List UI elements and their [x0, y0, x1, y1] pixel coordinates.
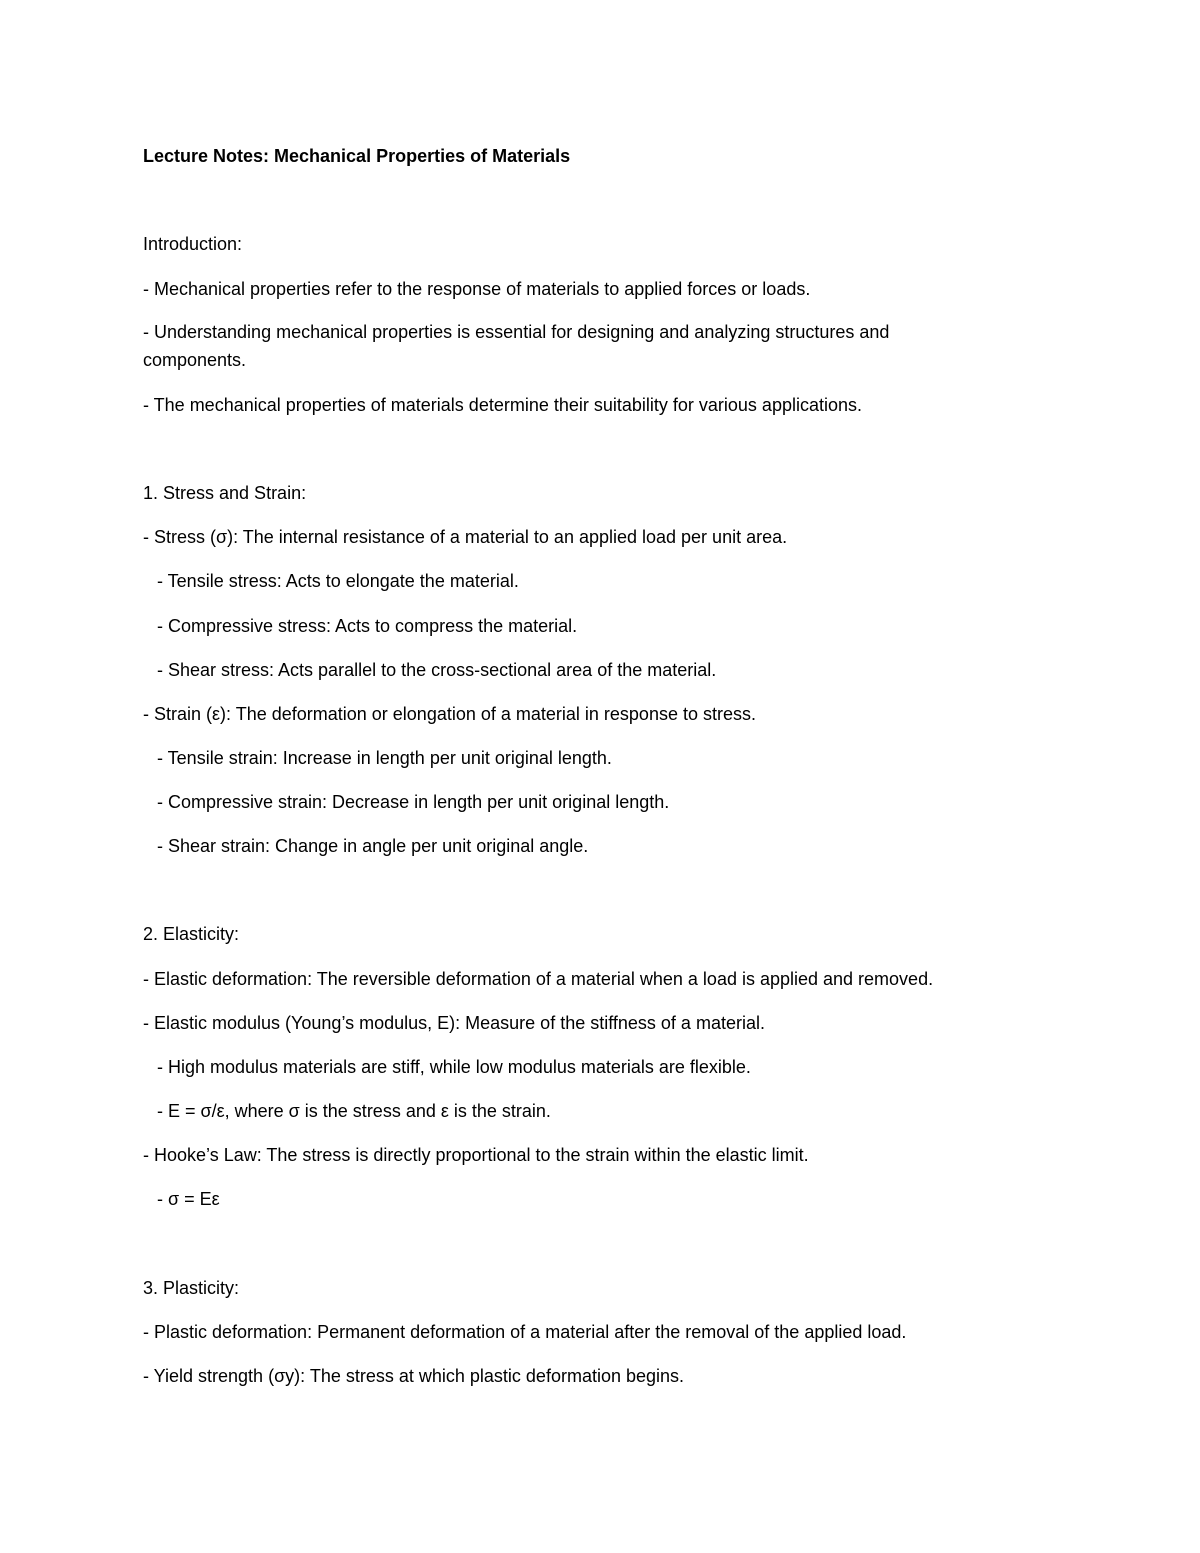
section-3-heading: 3. Plasticity: [143, 1278, 240, 1298]
intro-heading: Introduction: [143, 234, 243, 254]
elastic-modulus: - Elastic modulus (Young’s modulus, E): Measure of the stiffness of a material. [143, 1013, 765, 1033]
tensile-stress: - Tensile stress: Acts to elongate the material. [157, 571, 519, 591]
modulus-formula: - E = σ/ε, where σ is the stress and ε is the strain. [157, 1101, 551, 1121]
section-2-heading: 2. Elasticity: [143, 924, 240, 944]
section-1-heading: 1. Stress and Strain: [143, 483, 307, 503]
shear-strain: - Shear strain: Change in angle per unit original angle. [157, 836, 589, 856]
hookes-law: - Hooke’s Law: The stress is directly proportional to the strain within the elastic limit. [143, 1145, 809, 1165]
shear-stress: - Shear stress: Acts parallel to the cross-sectional area of the material. [157, 660, 717, 680]
intro-bullet-2-line-1: - Understanding mechanical properties is essential for designing and analyzing structures and [143, 322, 890, 342]
intro-bullet-2-line-2: components. [143, 350, 247, 370]
tensile-strain: - Tensile strain: Increase in length per unit original length. [157, 748, 612, 768]
intro-bullet-3: - The mechanical properties of materials determine their suitability for various applications. [143, 395, 862, 415]
compressive-stress: - Compressive stress: Acts to compress the material. [157, 616, 578, 636]
document-title: Lecture Notes: Mechanical Properties of Materials [143, 146, 571, 166]
elastic-deformation: - Elastic deformation: The reversible deformation of a material when a load is applied and removed. [143, 969, 934, 989]
compressive-strain: - Compressive strain: Decrease in length per unit original length. [157, 792, 670, 812]
intro-bullet-1: - Mechanical properties refer to the response of materials to applied forces or loads. [143, 279, 811, 299]
hookes-law-formula: - σ = Eε [157, 1189, 220, 1209]
stress-definition: - Stress (σ): The internal resistance of a material to an applied load per unit area. [143, 527, 788, 547]
plastic-deformation: - Plastic deformation: Permanent deformation of a material after the removal of the applied load. [143, 1322, 907, 1342]
modulus-stiffness: - High modulus materials are stiff, while low modulus materials are flexible. [157, 1057, 751, 1077]
yield-strength: - Yield strength (σy): The stress at which plastic deformation begins. [143, 1366, 685, 1386]
strain-definition: - Strain (ε): The deformation or elongation of a material in response to stress. [143, 704, 756, 724]
